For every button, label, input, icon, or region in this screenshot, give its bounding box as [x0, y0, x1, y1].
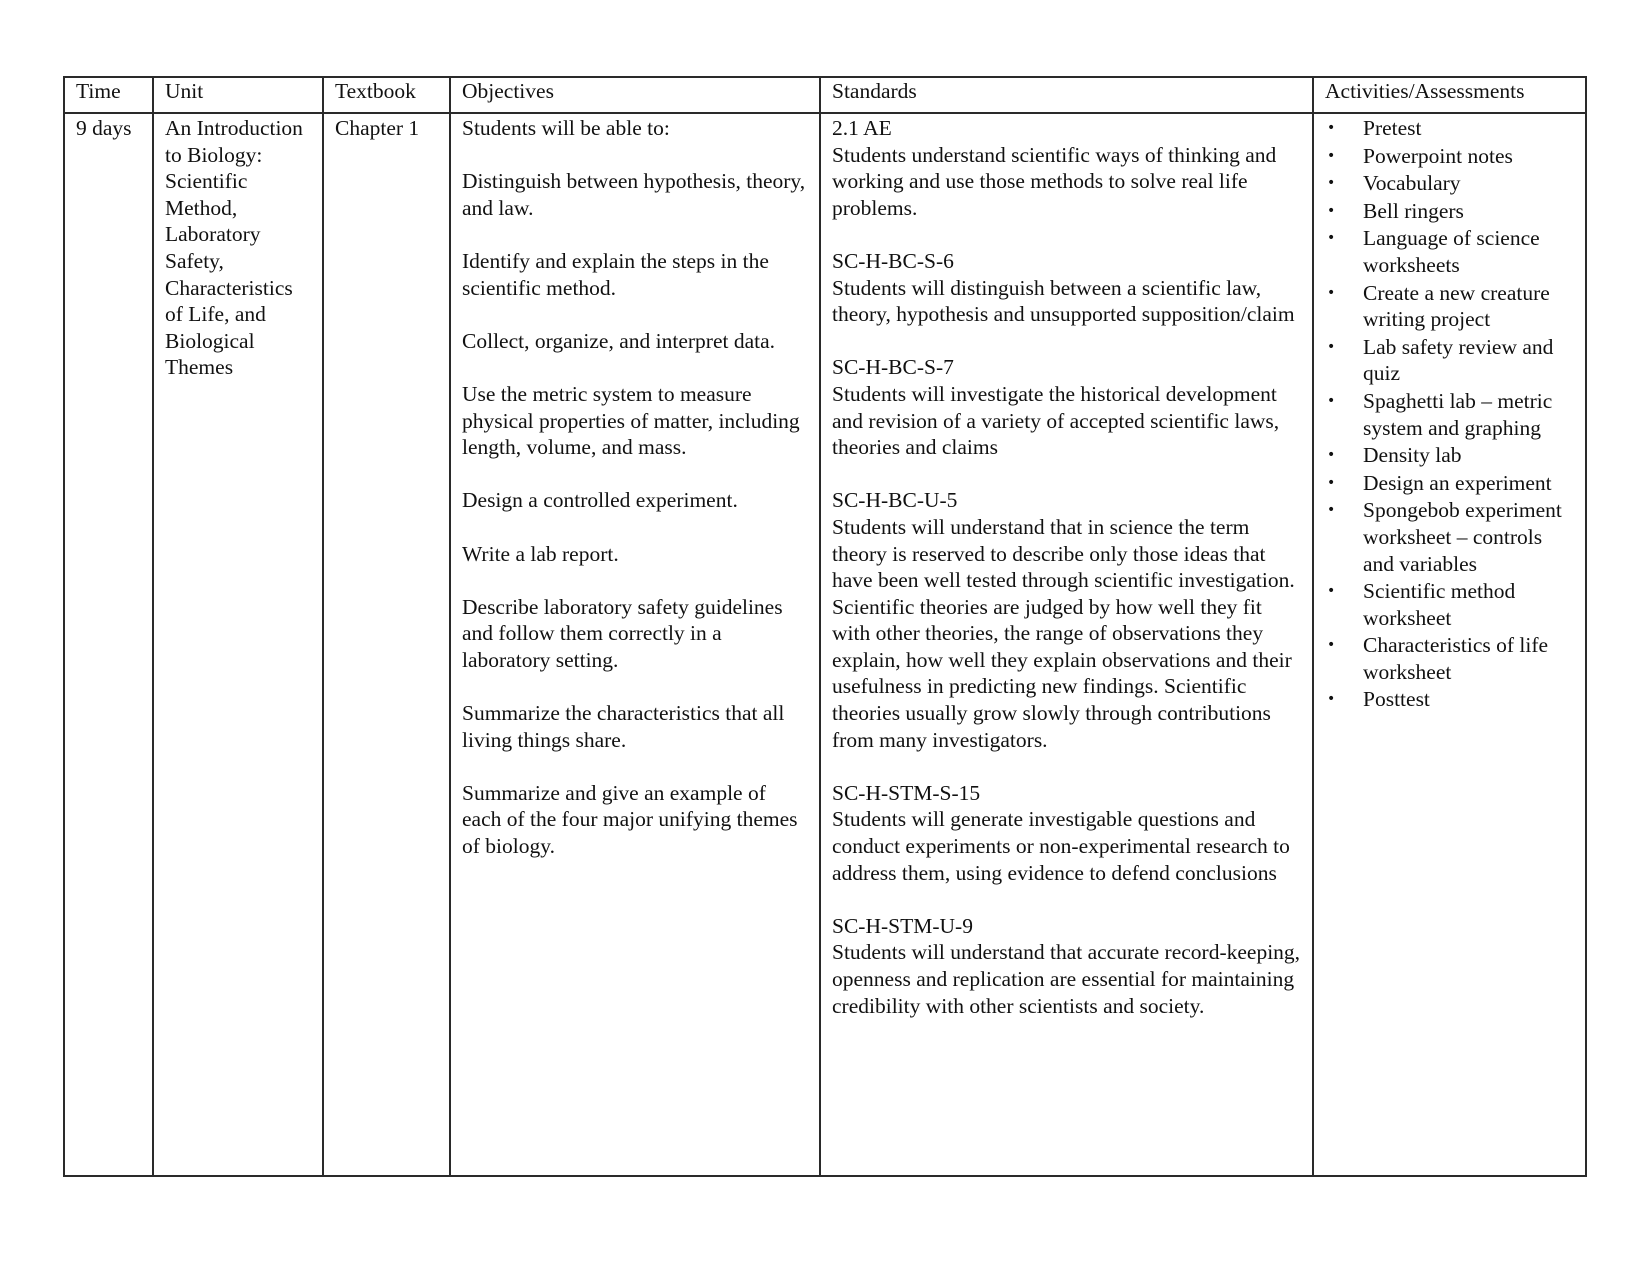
objective-item: Design a controlled experiment. [462, 488, 738, 513]
list-item [1325, 143, 1575, 170]
standard-block [832, 115, 1302, 221]
activity-label: Posttest [1363, 687, 1430, 712]
bullet-icon: • [1327, 474, 1336, 491]
list-item [1325, 497, 1575, 577]
objective-item: Summarize the characteristics that all living things share. [462, 701, 785, 752]
header-unit: Unit [153, 77, 323, 113]
standard-description: Students will investigate the historical development and revision of a variety of accepted scientific laws, theories and claims [832, 381, 1280, 460]
list-item [1325, 225, 1575, 278]
cell-objectives [450, 113, 820, 1176]
list-item [1325, 442, 1575, 469]
header-row [64, 77, 1586, 113]
bullet-icon: • [1327, 175, 1336, 192]
list-item [1325, 578, 1575, 631]
activity-label: Scientific method worksheet [1363, 579, 1516, 630]
bullet-icon: • [1327, 502, 1336, 519]
table-row [64, 113, 1586, 1176]
standard-code: SC-H-BC-U-5 [832, 488, 958, 513]
activity-label: Spaghetti lab – metric system and graphing [1363, 388, 1553, 440]
standard-description: Students understand scientific ways of thinking and working and use those methods to solve real life problems. [832, 142, 1277, 220]
list-item [1325, 334, 1575, 387]
standard-block [832, 354, 1302, 460]
standard-block [832, 780, 1302, 886]
list-item [1325, 388, 1575, 441]
header-objectives: Objectives [450, 77, 820, 113]
bullet-icon: • [1327, 338, 1336, 355]
header-standards: Standards [820, 77, 1313, 113]
cell-activities [1313, 113, 1586, 1176]
objective-item: Use the metric system to measure physical properties of matter, including length, volume, and mass. [462, 381, 800, 460]
standard-block [832, 248, 1302, 328]
standard-code: 2.1 AE [832, 116, 892, 140]
activities-list [1325, 115, 1575, 713]
activity-label: Language of science worksheets [1363, 226, 1540, 277]
objectives-intro: Students will be able to: [462, 116, 670, 140]
curriculum-table [63, 76, 1587, 1177]
standard-description: Students will understand that accurate record-keeping, openness and replication are essential for maintaining credibility with other scientists and society. [832, 940, 1301, 1018]
list-item [1325, 170, 1575, 197]
bullet-icon: • [1327, 120, 1336, 136]
bullet-icon: • [1327, 284, 1336, 301]
bullet-icon: • [1327, 147, 1336, 164]
activity-label: Powerpoint notes [1363, 143, 1513, 168]
objective-item: Identify and explain the steps in the scientific method. [462, 248, 769, 300]
activity-label: Create a new creature writing project [1363, 280, 1550, 332]
activity-label: Characteristics of life worksheet [1363, 633, 1549, 684]
list-item [1325, 115, 1575, 142]
standard-code: SC-H-STM-S-15 [832, 780, 981, 805]
activity-label: Vocabulary [1363, 171, 1461, 196]
standard-description: Students will understand that in science the term theory is reserved to describe only those ideas that have been well tested through scientific investigation. Scientific theories are judged by how well they fit with other theories, the range of observations they explain, how well they explain observations and their usefulness in predicting new findings. Scientific theories usually grow slowly through contributions from many investigators. [832, 514, 1295, 752]
standard-code: SC-H-STM-U-9 [832, 913, 973, 938]
objective-item: Describe laboratory safety guidelines and follow them correctly in a laboratory setting. [462, 594, 783, 672]
cell-time: 9 days [64, 113, 153, 1176]
activity-label: Pretest [1363, 116, 1422, 140]
activity-label: Density lab [1363, 443, 1462, 468]
activity-label: Bell ringers [1363, 198, 1464, 223]
list-item [1325, 280, 1575, 333]
cell-standards [820, 113, 1313, 1176]
bullet-icon: • [1327, 392, 1336, 409]
bullet-icon: • [1327, 691, 1336, 708]
activity-label: Spongebob experiment worksheet – controls and variables [1363, 498, 1562, 576]
bullet-icon: • [1327, 230, 1336, 247]
bullet-icon: • [1327, 202, 1336, 219]
list-item [1325, 198, 1575, 225]
standard-code: SC-H-BC-S-7 [832, 355, 954, 380]
standard-description: Students will generate investigable questions and conduct experiments or non-experimental research to address them, using evidence to defend conclusions [832, 807, 1290, 885]
bullet-icon: • [1327, 447, 1336, 464]
header-time: Time [64, 77, 153, 113]
objective-item: Collect, organize, and interpret data. [462, 328, 776, 353]
objective-item: Distinguish between hypothesis, theory, and law. [462, 169, 806, 220]
header-activities: Activities/Assessments [1313, 77, 1586, 113]
list-item [1325, 470, 1575, 497]
bullet-icon: • [1327, 637, 1336, 654]
bullet-icon: • [1327, 583, 1336, 600]
activity-label: Design an experiment [1363, 470, 1552, 495]
activity-label: Lab safety review and quiz [1363, 334, 1554, 386]
objective-item: Write a lab report. [462, 541, 619, 566]
list-item [1325, 632, 1575, 685]
standard-block [832, 913, 1302, 1019]
header-textbook: Textbook [323, 77, 450, 113]
cell-textbook: Chapter 1 [323, 113, 450, 1176]
cell-unit: An Introduction to Biology: Scientific Method, Laboratory Safety, Characteristics of Life, and Biological Themes [153, 113, 323, 1176]
standard-description: Students will distinguish between a scientific law, theory, hypothesis and unsupported supposition/claim [832, 275, 1295, 327]
list-item [1325, 686, 1575, 713]
standard-code: SC-H-BC-S-6 [832, 248, 954, 273]
standard-block [832, 487, 1302, 753]
objective-item: Summarize and give an example of each of the four major unifying themes of biology. [462, 780, 798, 859]
